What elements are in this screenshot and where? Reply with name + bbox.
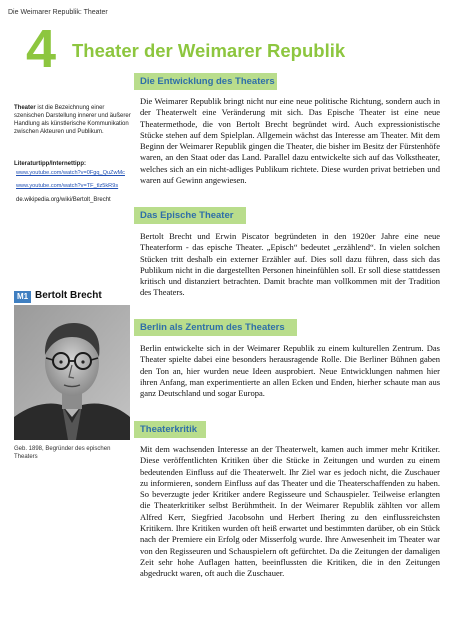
portrait-image — [14, 305, 130, 440]
wikipedia-source: de.wikipedia.org/wiki/Bertolt_Brecht — [16, 197, 111, 203]
section-text-berlin: Berlin entwickelte sich in der Weimarer Republik zu einem kulturellen Zentrum. Das Theater spielte dabei eine besonders herausragende Rolle. Die Berliner Bühnen gaben den Ton an, hier wurden neue Ideen ausprobiert. Neue Entwicklungen nahmen hier ihren Anfang, man experimentierte an allen Ecken und Enden, hierher schaute man aus ganz Deutschland und sogar Europa. — [140, 343, 440, 399]
video-link-1[interactable]: www.youtube.com/watch?v=0Fgq_QuZwMc — [16, 170, 125, 176]
section-heading-episches-theater: Das Epische Theater — [134, 207, 246, 224]
section-text-theaterkritik: Mit dem wachsenden Interesse an der Theaterwelt, kamen auch immer mehr Kritiker. Diese veröffentlichten Kritiken über die Stücke in Zeitungen und wurden zu einem bedeutenden Einfluss auf die Theaterwelt. Ihr Ziel war es jedoch nicht, die Zuschauer zu informieren, sondern Einfluss auf das Theater und die Theaterschaffenden zu haben. So beverzugte jeder Kritiker andere Regisseure und Schauspieler. Teilweise erlangten die Theaterkritiker selbst Berühmtheit. In der Weimarer Republik zählten vor allem Alfred Kerr, Siegfried Jacobsohn und Herbert Ihering zu den einflussreichsten Kritikern. Ihre Kritiken wurden oft heiß erwartet und bestimmten darüber, ob ein Stück nach der Premiere ein Erfolg oder Misserfolg wurde. Ihre Anwesenheit im Theater war von den Regisseuren und Schauspielern oft gefürchtet. Da die Zeitungen der damaligen Zeit sehr hohe Auflagen hatten, beeinflussten die Kritiken, die in den Zeitungen abgedruckt waren, oft auch die Zuschauer. — [140, 444, 440, 579]
chapter-number: 4 — [26, 19, 57, 79]
section-heading-entwicklung: Die Entwicklung des Theaters — [134, 73, 277, 90]
video-link-2[interactable]: www.youtube.com/watch?v=TF_tlz5kR9s — [16, 183, 119, 189]
section-text-episches-theater: Bertolt Brecht und Erwin Piscator begründeten in den 1920er Jahre eine neue Theaterform - das epische Theater. „Episch“ bedeutet „erzählend“. In vielen solchen Stücken tritt deshalb ein externer Erzähler auf. Dies soll dazu führen, dass sich das Publikum nicht in die dargestellten Personen hineinfühlen soll. Er soll diese stattdessen kritisch und distanziert betrachten. Damit brachte man vollkommen mit der Tradition des Theaters. — [140, 231, 440, 298]
intro-term: Theater — [14, 105, 36, 111]
portrait-caption: Geb. 1898, Begründer des epischen Theaters — [14, 446, 111, 460]
material-badge: M1 — [14, 291, 31, 303]
literature-title: Literaturtipp/Internettipp: — [14, 161, 86, 167]
material-title: Bertolt Brecht — [35, 290, 102, 301]
running-header: Die Weimarer Republik: Theater — [8, 9, 108, 16]
section-text-entwicklung: Die Weimarer Republik bringt nicht nur eine neue politische Richtung, sondern auch in der Theaterwelt eine Veränderung mit sich. Das Epische Theater ist eine neue Theatermethode, die von Bertolt Brecht begründet wird. Auch expressionistische Stücke stehen auf dem Spielplan. Allgemein wächst das Interesse am Theater. Mit dem Beginn der Weimarer Republik gingen die Theater, die bisher im Besitz der Fürstenhöfe waren, an den Staat oder das Land. Parallel dazu entwickelte sich auf das Volkstheater, welches sich an ein nicht-adliges Publikum richtete. Diese wurden privat betrieben und waren auf Gewinn angewiesen. — [140, 96, 440, 186]
section-heading-theaterkritik: Theaterkritik — [134, 421, 206, 438]
sidebar-intro — [14, 104, 132, 136]
page-title: Theater der Weimarer Republik — [72, 40, 346, 61]
section-heading-berlin: Berlin als Zentrum des Theaters — [134, 319, 297, 336]
intro-text: ist die Bezeichnung einer szenischen Darstellung innerer und äußerer Handlung als künstlerische Kommunikation zwischen Akteuren und Publikum. — [14, 105, 131, 135]
portrait-photo — [14, 305, 130, 440]
